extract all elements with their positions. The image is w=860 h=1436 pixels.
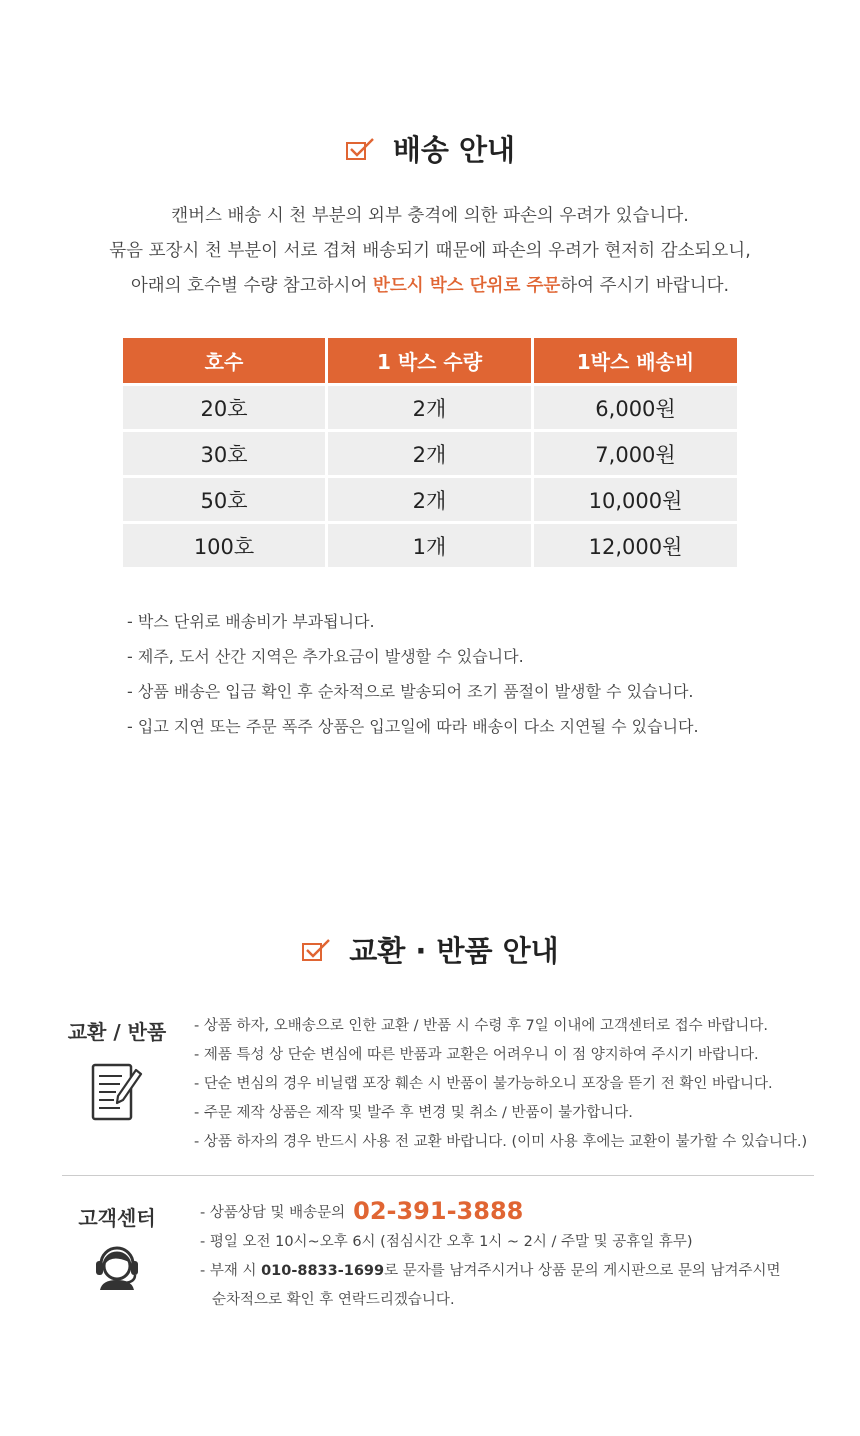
cell-size: 30호 xyxy=(123,432,328,478)
shipping-table xyxy=(123,338,737,570)
header-size: 호수 xyxy=(123,338,328,386)
mobile-number[interactable]: 010-8833-1699 xyxy=(261,1263,385,1279)
document-pen-icon xyxy=(90,1062,144,1122)
cell-size: 50호 xyxy=(123,478,328,524)
list-item: - 단순 변심의 경우 비닐랩 포장 훼손 시 반품이 불가능하오니 포장을 뜯기 전 확인 바랍니다. xyxy=(194,1076,773,1092)
cell-size: 20호 xyxy=(123,386,328,432)
shipping-heading xyxy=(0,128,860,169)
headset-agent-icon xyxy=(92,1242,142,1290)
intro-line: 캔버스 배송 시 천 부분의 외부 충격에 의한 파손의 우려가 있습니다. xyxy=(171,206,689,226)
list-item: - 상품상담 및 배송문의 02-391-3888 xyxy=(200,1197,524,1225)
section-divider xyxy=(62,1175,814,1176)
checkbox-check-icon xyxy=(345,136,375,162)
list-item: - 상품 하자의 경우 반드시 사용 전 교환 바랍니다. (이미 사용 후에는 교환이 불가할 수 있습니다.) xyxy=(194,1134,808,1150)
returns-title: 교환 · 반품 안내 xyxy=(349,934,559,968)
service-list xyxy=(200,1196,781,1315)
header-qty: 1 박스 수량 xyxy=(328,338,534,386)
exchange-list xyxy=(194,1012,807,1157)
header-fee: 1박스 배송비 xyxy=(534,338,737,386)
note-item: - 박스 단위로 배송비가 부과됩니다. xyxy=(127,612,375,631)
cell-fee: 6,000원 xyxy=(534,386,737,432)
note-item: - 제주, 도서 산간 지역은 추가요금이 발생할 수 있습니다. xyxy=(127,647,524,666)
intro-line: 묶음 포장시 천 부분이 서로 겹쳐 배송되기 때문에 파손의 우려가 현저히 감소되오니, xyxy=(109,241,751,261)
cell-fee: 10,000원 xyxy=(534,478,737,524)
cell-qty: 1개 xyxy=(328,524,534,570)
list-item: - 상품 하자, 오배송으로 인한 교환 / 반품 시 수령 후 7일 이내에 고객센터로 접수 바랍니다. xyxy=(194,1018,768,1034)
cell-fee: 12,000원 xyxy=(534,524,737,570)
list-item: - 평일 오전 10시~오후 6시 (점심시간 오후 1시 ~ 2시 / 주말 및 공휴일 휴무) xyxy=(200,1234,693,1250)
cell-qty: 2개 xyxy=(328,478,534,524)
list-item: - 주문 제작 상품은 제작 및 발주 후 변경 및 취소 / 반품이 불가합니다. xyxy=(194,1105,633,1121)
table-row xyxy=(123,478,737,524)
service-label: 고객센터 xyxy=(78,1206,156,1230)
cell-qty: 2개 xyxy=(328,386,534,432)
shipping-title: 배송 안내 xyxy=(392,133,516,167)
table-row xyxy=(123,386,737,432)
list-item: 순차적으로 확인 후 연락드리겠습니다. xyxy=(212,1292,455,1308)
list-item: - 부재 시 010-8833-1699로 문자를 남겨주시거나 상품 문의 게시판으로 문의 남겨주시면 xyxy=(200,1263,781,1279)
cell-qty: 2개 xyxy=(328,432,534,478)
note-item: - 상품 배송은 입금 확인 후 순차적으로 발송되어 조기 품절이 발생할 수 있습니다. xyxy=(127,682,694,701)
shipping-intro xyxy=(0,199,860,304)
cell-size: 100호 xyxy=(123,524,328,570)
exchange-label: 교환 / 반품 xyxy=(67,1020,167,1044)
highlight-text: 반드시 박스 단위로 주문 xyxy=(372,276,561,296)
cell-fee: 7,000원 xyxy=(534,432,737,478)
returns-heading xyxy=(0,929,860,970)
intro-line: 아래의 호수별 수량 참고하시어 반드시 박스 단위로 주문하여 주시기 바랍니다. xyxy=(130,276,730,296)
phone-number[interactable]: 02-391-3888 xyxy=(353,1197,524,1225)
checkbox-check-icon xyxy=(301,937,331,963)
list-item: - 제품 특성 상 단순 변심에 따른 반품과 교환은 어려우니 이 점 양지하여 주시기 바랍니다. xyxy=(194,1047,759,1063)
table-row xyxy=(123,432,737,478)
note-item: - 입고 지연 또는 주문 폭주 상품은 입고일에 따라 배송이 다소 지연될 수 있습니다. xyxy=(127,717,699,736)
table-row xyxy=(123,524,737,570)
table-header-row xyxy=(123,338,737,386)
shipping-notes xyxy=(127,604,699,744)
